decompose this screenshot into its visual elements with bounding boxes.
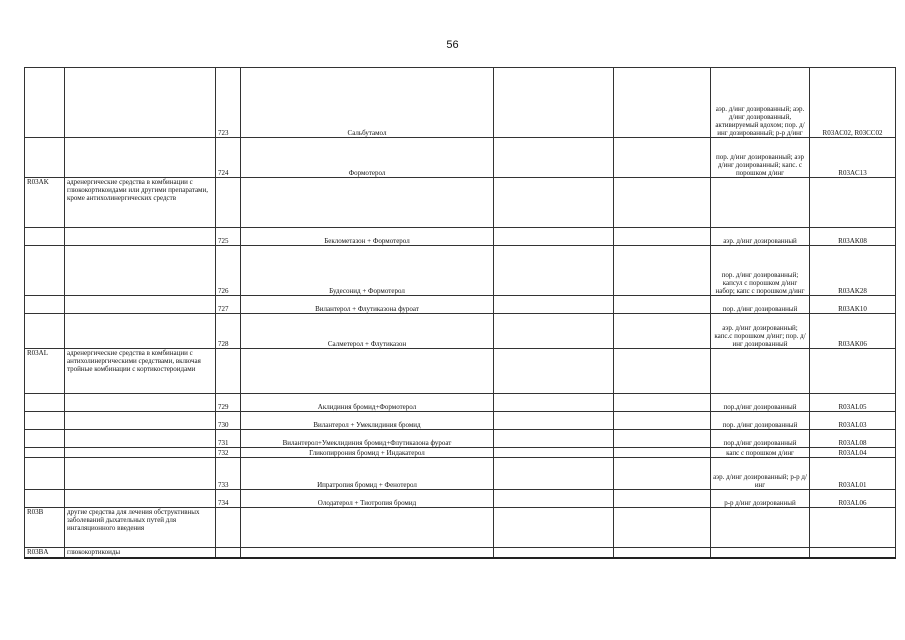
row-number — [216, 349, 241, 394]
atc-group-code: R03AK — [25, 178, 65, 228]
dosage-form: пор. д/инг дозированный; капсул с порошком д/инг набор; капс с порошком д/инг — [711, 246, 810, 296]
row-number: 731 — [216, 430, 241, 448]
row-number — [216, 178, 241, 228]
empty-cell — [494, 430, 614, 448]
empty-cell — [494, 178, 614, 228]
empty-cell — [494, 412, 614, 430]
empty-cell — [494, 314, 614, 349]
atc-group-description: адренергические средства в комбинации с антихолинергическими средствами, включая тройные комбинации с кортикостероидами — [65, 349, 216, 394]
drug-name: Вилантерол + Умеклидиния бромид — [241, 412, 494, 430]
atc-code: R03AK28 — [810, 246, 896, 296]
dosage-form: пор. д/инг дозированный; аэр д/инг дозированный; капс. с порошком д/инг — [711, 138, 810, 178]
page-number: 56 — [446, 39, 459, 51]
table-row — [25, 548, 896, 558]
empty-cell — [614, 412, 711, 430]
drug-name: Аклидиния бромид+Формотерол — [241, 394, 494, 412]
row-number: 733 — [216, 458, 241, 490]
atc-group-description — [65, 228, 216, 246]
atc-group-description — [65, 412, 216, 430]
atc-group-description — [65, 296, 216, 314]
drug-name: Беклометазон + Формотерол — [241, 228, 494, 246]
row-number: 730 — [216, 412, 241, 430]
atc-code: R03AL03 — [810, 412, 896, 430]
empty-cell — [614, 314, 711, 349]
atc-group-description: другие средства для лечения обструктивных заболеваний дыхательных путей для ингаляционного введения — [65, 508, 216, 548]
atc-group-code — [25, 314, 65, 349]
drug-name: Салметерол + Флутиказон — [241, 314, 494, 349]
drug-name — [241, 548, 494, 558]
atc-group-description — [65, 138, 216, 178]
dosage-form: пор.д/инг дозированный — [711, 430, 810, 448]
table-row — [25, 296, 896, 314]
empty-cell — [494, 68, 614, 138]
dosage-form: р-р д/инг дозированный — [711, 490, 810, 508]
dosage-form: аэр. д/инг дозированный; капс.с порошком д/инг; пор. д/инг дозированный — [711, 314, 810, 349]
empty-cell — [614, 394, 711, 412]
table-row — [25, 228, 896, 246]
atc-group-code — [25, 246, 65, 296]
dosage-form: аэр. д/инг дозированный — [711, 228, 810, 246]
atc-group-code: R03BA — [25, 548, 65, 558]
empty-cell — [614, 458, 711, 490]
row-number: 724 — [216, 138, 241, 178]
atc-group-code — [25, 296, 65, 314]
empty-cell — [494, 228, 614, 246]
table-row — [25, 246, 896, 296]
atc-group-description — [65, 394, 216, 412]
empty-cell — [494, 349, 614, 394]
atc-group-code — [25, 228, 65, 246]
dosage-form: пор.д/инг дозированный — [711, 394, 810, 412]
empty-cell — [614, 490, 711, 508]
atc-code: R03AL01 — [810, 458, 896, 490]
atc-group-description: глюкокортикоиды — [65, 548, 216, 558]
empty-cell — [614, 178, 711, 228]
atc-group-code — [25, 412, 65, 430]
atc-group-code — [25, 490, 65, 508]
table-row — [25, 178, 896, 228]
row-number: 727 — [216, 296, 241, 314]
table-row — [25, 412, 896, 430]
atc-code: R03AL04 — [810, 448, 896, 458]
atc-group-description — [65, 458, 216, 490]
table-row — [25, 68, 896, 138]
row-number: 734 — [216, 490, 241, 508]
dosage-form: аэр. д/инг дозированный; р-р д/инг — [711, 458, 810, 490]
empty-cell — [614, 349, 711, 394]
atc-code: R03AK08 — [810, 228, 896, 246]
atc-group-code — [25, 448, 65, 458]
dosage-form — [711, 349, 810, 394]
empty-cell — [614, 68, 711, 138]
atc-code — [810, 548, 896, 558]
atc-group-description — [65, 490, 216, 508]
row-number: 728 — [216, 314, 241, 349]
atc-group-description — [65, 448, 216, 458]
dosage-form — [711, 178, 810, 228]
row-number: 726 — [216, 246, 241, 296]
empty-cell — [494, 548, 614, 558]
table-row — [25, 508, 896, 548]
drug-name — [241, 508, 494, 548]
table-row — [25, 394, 896, 412]
drug-name: Олодатерол + Тиотропия бромид — [241, 490, 494, 508]
atc-group-code: R03AL — [25, 349, 65, 394]
table-row — [25, 349, 896, 394]
empty-cell — [494, 490, 614, 508]
drug-name — [241, 178, 494, 228]
empty-cell — [494, 138, 614, 178]
atc-code: R03AL08 — [810, 430, 896, 448]
atc-group-description — [65, 68, 216, 138]
dosage-form: пор. д/инг дозированный — [711, 412, 810, 430]
atc-group-code — [25, 68, 65, 138]
drug-name: Вилантерол + Флутиказона фуроат — [241, 296, 494, 314]
atc-code — [810, 178, 896, 228]
dosage-form — [711, 508, 810, 548]
atc-code: R03AL05 — [810, 394, 896, 412]
row-number: 729 — [216, 394, 241, 412]
dosage-form: пор. д/инг дозированный — [711, 296, 810, 314]
empty-cell — [494, 394, 614, 412]
empty-cell — [614, 548, 711, 558]
atc-code: R03AL06 — [810, 490, 896, 508]
atc-group-code — [25, 458, 65, 490]
drug-name — [241, 349, 494, 394]
atc-code: R03AK06 — [810, 314, 896, 349]
empty-cell — [494, 448, 614, 458]
drug-table — [24, 67, 896, 559]
empty-cell — [614, 228, 711, 246]
table-row — [25, 430, 896, 448]
dosage-form: аэр. д/инг дозированный; аэр. д/инг дозированный, активируемый вдохом; пор. д/инг дозированный; р-р д/инг — [711, 68, 810, 138]
empty-cell — [494, 246, 614, 296]
empty-cell — [614, 296, 711, 314]
empty-cell — [614, 508, 711, 548]
drug-name: Сальбутамол — [241, 68, 494, 138]
atc-code: R03AC02, R03CC02 — [810, 68, 896, 138]
dosage-form: капс с порошком д/инг — [711, 448, 810, 458]
atc-group-description — [65, 430, 216, 448]
empty-cell — [494, 296, 614, 314]
table-row — [25, 138, 896, 178]
atc-code — [810, 508, 896, 548]
empty-cell — [614, 246, 711, 296]
row-number — [216, 548, 241, 558]
drug-name: Формотерол — [241, 138, 494, 178]
empty-cell — [614, 138, 711, 178]
table-row — [25, 490, 896, 508]
drug-name: Будесонид + Формотерол — [241, 246, 494, 296]
empty-cell — [614, 430, 711, 448]
atc-code: R03AK10 — [810, 296, 896, 314]
empty-cell — [494, 458, 614, 490]
drug-name: Гликопиррония бромид + Индакатерол — [241, 448, 494, 458]
dosage-form — [711, 548, 810, 558]
row-number — [216, 508, 241, 548]
atc-group-code — [25, 430, 65, 448]
table-row — [25, 314, 896, 349]
row-number: 723 — [216, 68, 241, 138]
atc-code: R03AC13 — [810, 138, 896, 178]
row-number: 732 — [216, 448, 241, 458]
atc-group-description: адренергические средства в комбинации с глюкокортикоидами или другими препаратами, кроме антихолинергических средств — [65, 178, 216, 228]
atc-group-code — [25, 138, 65, 178]
atc-group-code — [25, 394, 65, 412]
atc-code — [810, 349, 896, 394]
row-number: 725 — [216, 228, 241, 246]
empty-cell — [614, 448, 711, 458]
drug-name: Ипратропия бромид + Фенотерол — [241, 458, 494, 490]
empty-cell — [494, 508, 614, 548]
atc-group-code: R03B — [25, 508, 65, 548]
table-row — [25, 448, 896, 458]
table-row — [25, 458, 896, 490]
drug-name: Вилантерол+Умеклидиния бромид+Флутиказона фуроат — [241, 430, 494, 448]
atc-group-description — [65, 314, 216, 349]
atc-group-description — [65, 246, 216, 296]
